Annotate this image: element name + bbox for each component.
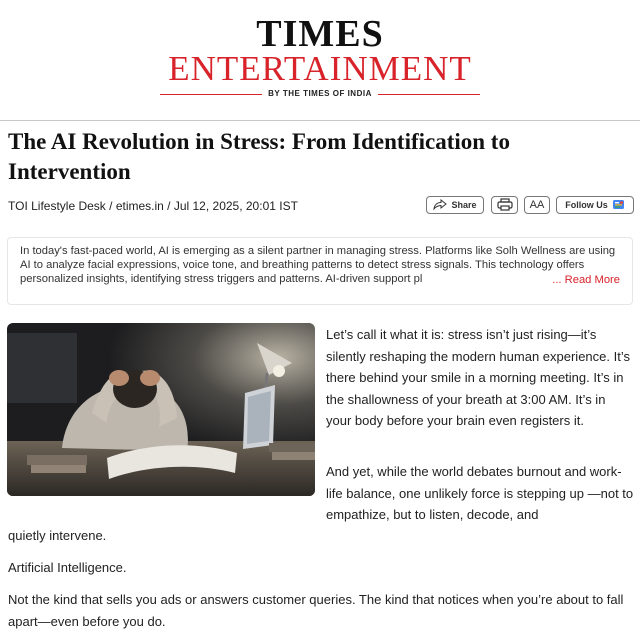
article-paragraph: Let’s call it what it is: stress isn’t just rising—it’s silently reshaping the modern human experience. It’s there behind your smile in a morning meeting. It’s in the shallowness of your breath at 3:00 AM. It’s in your body before your brain even registers it. bbox=[326, 327, 630, 428]
article-paragraph: And yet, while the world debates burnout and work-life balance, one unlikely force is stepping up —not to empathize, but to listen, decode, and bbox=[326, 464, 634, 522]
read-more-link[interactable]: ... Read More bbox=[552, 274, 620, 286]
article-byline: TOI Lifestyle Desk / etimes.in / Jul 12, 2025, 20:01 IST bbox=[8, 199, 298, 213]
article-paragraph-continued: quietly intervene. bbox=[8, 528, 107, 543]
follow-label: Follow Us bbox=[565, 200, 608, 210]
brand-entertainment: ENTERTAINMENT bbox=[168, 49, 472, 88]
header-divider bbox=[0, 120, 640, 121]
tagline-rule-right bbox=[378, 94, 480, 95]
article-headline: The AI Revolution in Stress: From Identification to Intervention bbox=[8, 129, 510, 184]
follow-us-button[interactable] bbox=[556, 196, 634, 214]
brand-times: TIMES bbox=[256, 13, 384, 55]
google-news-icon bbox=[612, 199, 625, 212]
article-summary-box bbox=[7, 237, 633, 305]
print-button[interactable] bbox=[491, 196, 518, 214]
summary-text: In today's fast-paced world, AI is emerging as a silent partner in managing stress. Platforms like Solh Wellness are using AI to analyze facial expressions, voice tone, and breathing patterns to detect stress signals. This technology offers personalized insights, identifying stress triggers and patterns. AI-driven support pl bbox=[20, 245, 616, 285]
site-masthead[interactable] bbox=[0, 0, 640, 112]
share-label: Share bbox=[451, 200, 477, 210]
article-paragraph: Artificial Intelligence. bbox=[8, 560, 127, 575]
share-arrow-icon bbox=[433, 199, 447, 212]
printer-icon bbox=[497, 198, 513, 213]
stressed-person-at-desk-illustration bbox=[7, 323, 315, 496]
font-size-button[interactable]: AA bbox=[524, 196, 550, 214]
brand-tagline bbox=[160, 88, 480, 100]
article-image bbox=[7, 323, 315, 496]
article-paragraph: Not the kind that sells you ads or answers customer queries. The kind that notices when you’re about to fall apart—even before you do. bbox=[8, 592, 624, 629]
share-button[interactable] bbox=[426, 196, 484, 214]
tagline-rule-left bbox=[160, 94, 262, 95]
tagline-text: BY THE TIMES OF INDIA bbox=[268, 89, 372, 98]
